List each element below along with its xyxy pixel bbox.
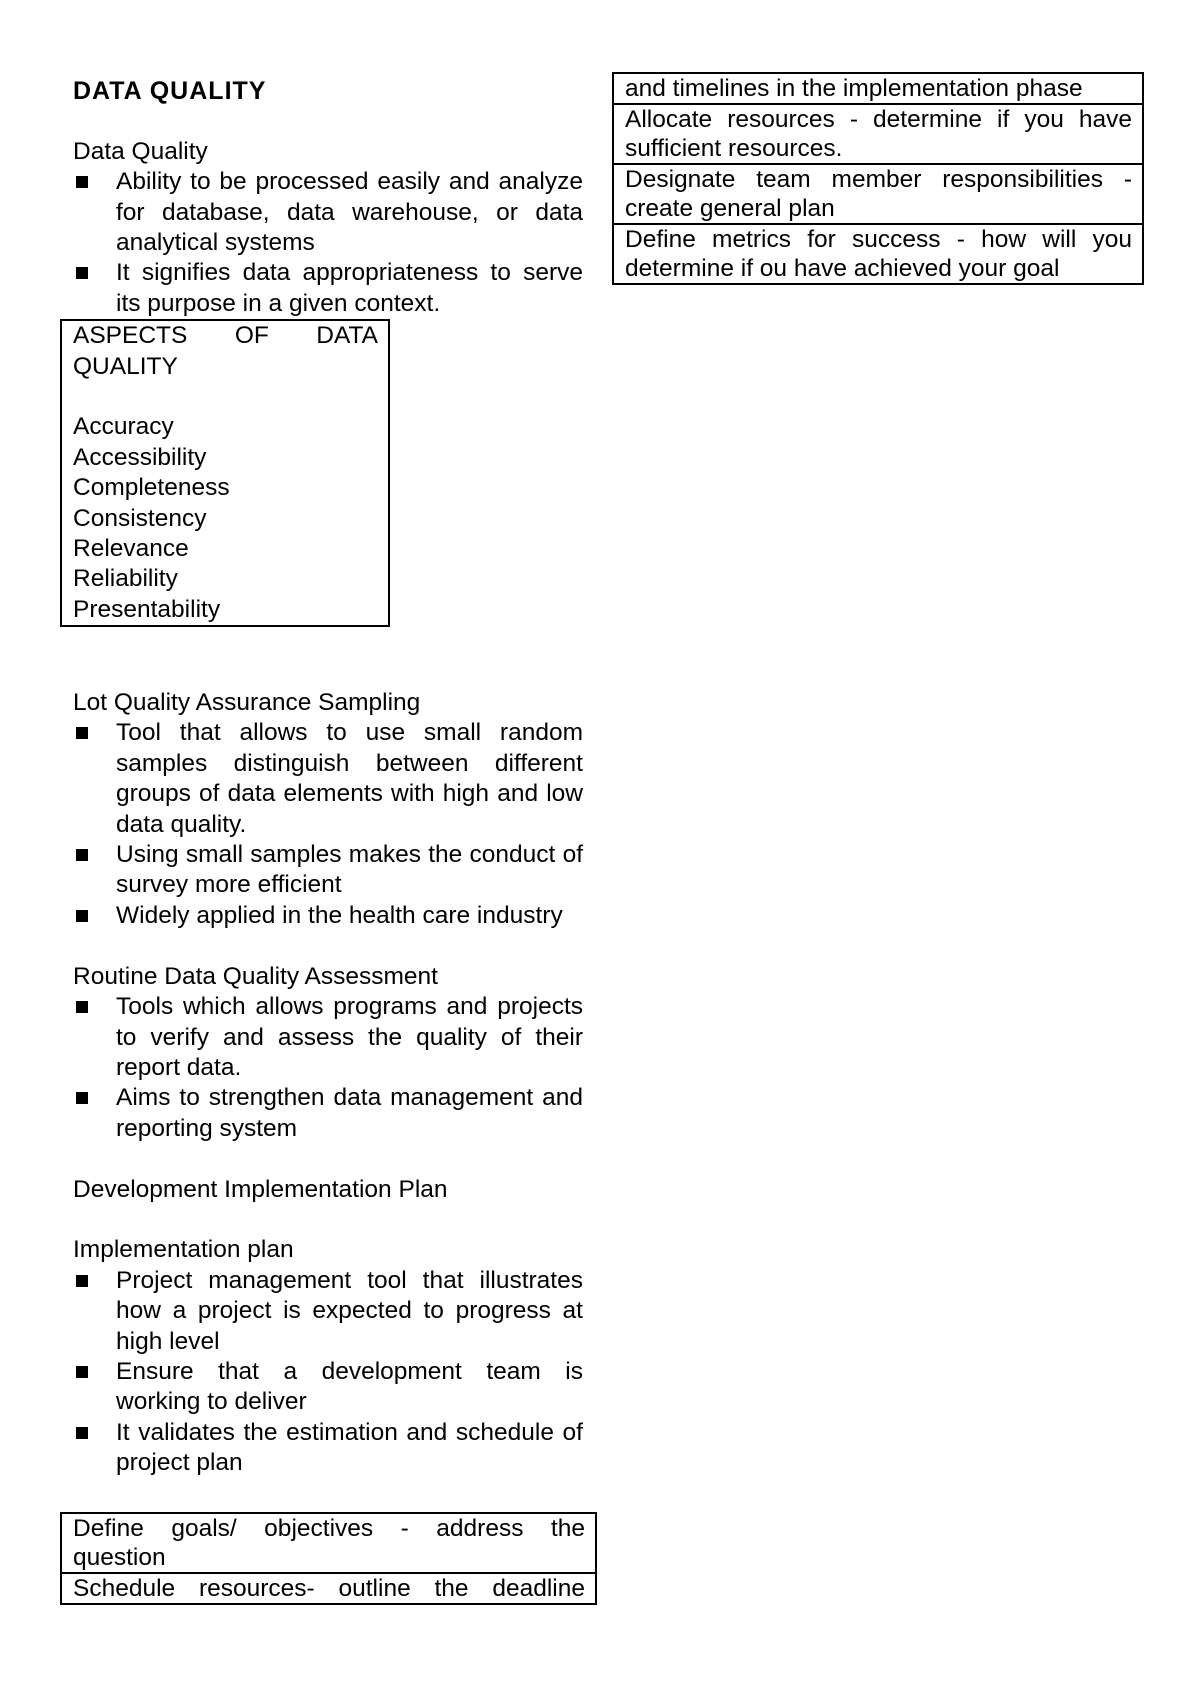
list-item: It signifies data appropriateness to serve its purpose in a given context. xyxy=(73,258,583,319)
aspect-item-consistency: Consistency xyxy=(73,504,207,532)
aspect-item-relevance: Relevance xyxy=(73,535,189,563)
list-item: Tool that allows to use small random samples distinguish between different groups of data elements with high and low data quality. xyxy=(73,718,583,840)
data-quality-list xyxy=(73,167,583,319)
square-bullet-icon xyxy=(76,1001,88,1013)
table-row xyxy=(613,104,1143,164)
list-item: Ability to be processed easily and analyze for database, data warehouse, or data analytical systems xyxy=(73,167,583,258)
list-item: Project management tool that illustrates how a project is expected to progress at high level xyxy=(73,1266,583,1357)
aspect-item-accuracy: Accuracy xyxy=(73,413,174,441)
square-bullet-icon xyxy=(76,727,88,739)
aspect-item-presentability: Presentability xyxy=(73,595,221,623)
list-item: Ensure that a development team is working to deliver xyxy=(73,1357,583,1418)
aspect-item-completeness: Completeness xyxy=(73,474,230,502)
table-cell: Allocate resources - determine if you have sufficient resources. xyxy=(613,104,1143,164)
list-item: Widely applied in the health care industry xyxy=(73,901,583,931)
implementation-list xyxy=(73,1266,583,1479)
table-cell: Define goals/ objectives - address the question xyxy=(61,1513,596,1573)
aspect-item-reliability: Reliability xyxy=(73,565,178,593)
square-bullet-icon xyxy=(76,267,88,279)
list-item: Tools which allows programs and projects to verify and assess the quality of their report data. xyxy=(73,992,583,1083)
section-heading-data-quality: Data Quality xyxy=(73,137,208,165)
table-row xyxy=(613,164,1143,224)
table-cell: Schedule resources- outline the deadline xyxy=(61,1573,596,1604)
square-bullet-icon xyxy=(76,176,88,188)
list-item: It validates the estimation and schedule of project plan xyxy=(73,1418,583,1479)
page-title: DATA QUALITY xyxy=(73,77,267,105)
square-bullet-icon xyxy=(76,1092,88,1104)
aspect-item-accessibility: Accessibility xyxy=(73,443,207,471)
section-heading-lqas: Lot Quality Assurance Sampling xyxy=(73,689,421,717)
list-item: Aims to strengthen data management and reporting system xyxy=(73,1083,583,1144)
list-item: Using small samples makes the conduct of survey more efficient xyxy=(73,840,583,901)
table-cell: Designate team member responsibilities - create general plan xyxy=(613,164,1143,224)
square-bullet-icon xyxy=(76,1275,88,1287)
table-cell: Define metrics for success - how will you determine if ou have achieved your goal xyxy=(613,224,1143,284)
section-heading-dip: Development Implementation Plan xyxy=(73,1175,448,1203)
aspects-box xyxy=(60,319,390,627)
square-bullet-icon xyxy=(76,849,88,861)
section-heading-rdqa: Routine Data Quality Assessment xyxy=(73,962,438,990)
aspects-title-line2: QUALITY xyxy=(73,352,178,380)
lqas-list xyxy=(73,718,583,931)
table-row xyxy=(613,224,1143,284)
plan-table-left xyxy=(60,1512,597,1605)
right-column xyxy=(612,72,1144,285)
rdqa-list xyxy=(73,992,583,1144)
table-row xyxy=(613,73,1143,104)
aspects-title-line1: ASPECTS OF DATA xyxy=(73,322,378,350)
section-heading-implementation: Implementation plan xyxy=(73,1236,294,1264)
square-bullet-icon xyxy=(76,1427,88,1439)
square-bullet-icon xyxy=(76,1366,88,1378)
table-row xyxy=(61,1573,596,1604)
table-cell: and timelines in the implementation phase xyxy=(613,73,1143,104)
left-column xyxy=(73,76,583,1605)
square-bullet-icon xyxy=(76,910,88,922)
plan-table-right xyxy=(612,72,1144,285)
table-row xyxy=(61,1513,596,1573)
